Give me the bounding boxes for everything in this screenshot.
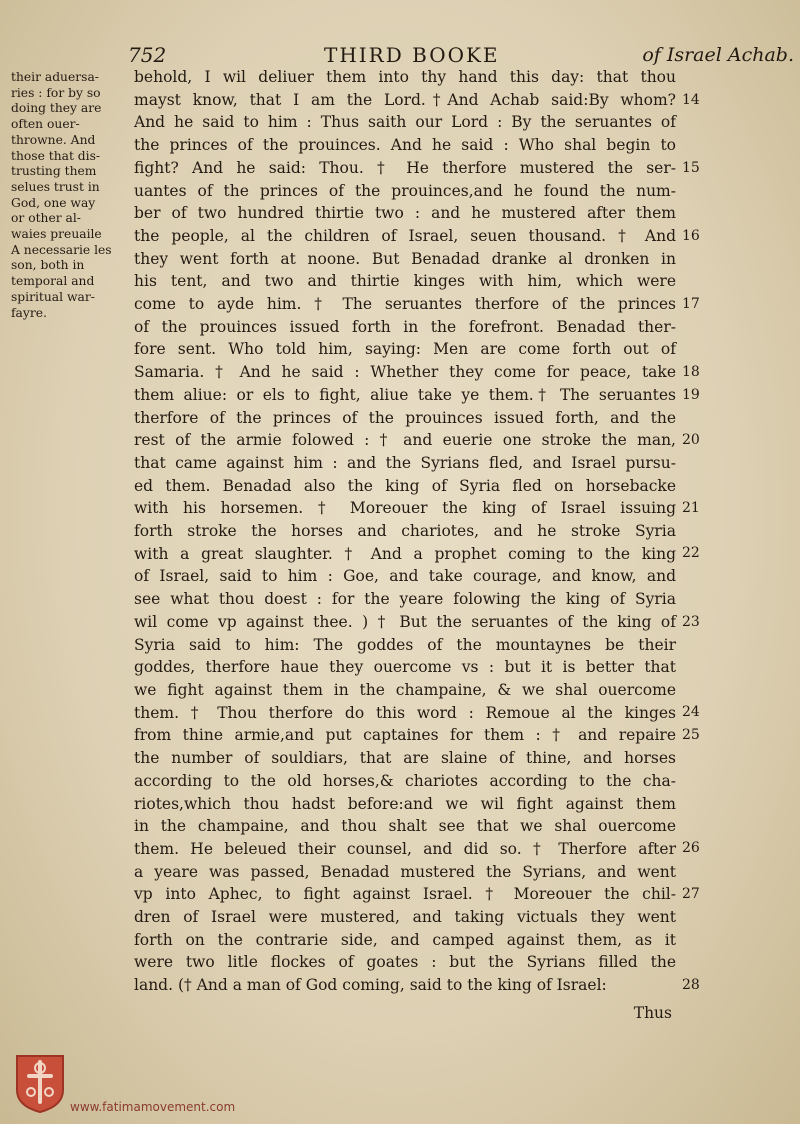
text-line: in the champaine, and thou shalt see that we shal ouercome	[134, 817, 676, 836]
text-line: dren of Israel were mustered, and taking victuals they went	[134, 908, 676, 927]
verse-number	[682, 202, 722, 225]
verse-number	[682, 270, 722, 293]
verse-number: 28	[682, 976, 700, 993]
verse-number: 19	[682, 386, 700, 403]
verse-number: 15	[682, 159, 700, 176]
verse-number: 18	[682, 363, 700, 380]
margin-note-line: trusting them	[11, 164, 97, 179]
verse-number	[682, 860, 722, 883]
text-line: vp into Aphec, to fight against Israel. † Moreouer the chil-	[134, 885, 676, 904]
text-line: his tent, and two and thirtie kinges with him, which were	[134, 272, 676, 291]
text-line: ber of two hundred thirtie two : and he mustered after them	[134, 204, 676, 223]
margin-note-line: doing they are	[11, 101, 102, 116]
margin-note-line: those that dis-	[11, 148, 101, 163]
verse-number	[682, 406, 722, 429]
verse-number	[682, 928, 722, 951]
verse-numbers	[682, 66, 722, 996]
verse-number: 22	[682, 545, 700, 562]
verse-number	[682, 248, 722, 271]
verse-number	[682, 66, 722, 89]
text-line: goddes, therfore haue they ouercome vs : but it is better that	[134, 658, 676, 677]
verse-number	[682, 111, 722, 134]
text-line: that came against him : and the Syrians fled, and Israel pursu-	[134, 453, 676, 472]
text-line: ed them. Benadad also the king of Syria fled on horsebacke	[134, 476, 676, 495]
text-line: with his horsemen. † Moreouer the king of Israel issuing	[134, 499, 676, 518]
verse-number	[682, 656, 722, 679]
book-title: THIRD BOOKE	[324, 43, 500, 67]
margin-note-line: waies preuaile	[11, 227, 102, 242]
margin-note-line: their aduersa-	[11, 70, 99, 84]
verse-number	[682, 452, 722, 475]
verse-number: 17	[682, 295, 700, 312]
text-line: the people, al the children of Israel, seuen thousand. † And	[134, 226, 676, 245]
verse-number	[682, 588, 722, 611]
verse-number: 16	[682, 227, 700, 244]
verse-number	[682, 338, 722, 361]
verse-number	[682, 316, 722, 339]
text-line: Samaria. † And he said : Whether they come for peace, take	[134, 363, 676, 382]
text-line: wil come vp against thee. ) † But the seruantes of the king of	[134, 612, 676, 631]
verse-number	[682, 769, 722, 792]
text-line: we fight against them in the champaine, & we shal ouercome	[134, 680, 676, 699]
text-line: Syria said to him: The goddes of the mountaynes be their	[134, 635, 676, 654]
verse-number	[682, 474, 722, 497]
verse-number	[682, 633, 722, 656]
verse-number	[682, 679, 722, 702]
margin-note-line: often ouer-	[11, 117, 80, 132]
verse-number: 20	[682, 432, 700, 448]
verse-number: 25	[682, 726, 700, 743]
text-line: mayst know, that I am the Lord.†And Achab said:By whom?	[134, 90, 676, 109]
text-line: rest of the armie folowed : † and euerie one stroke the man,	[134, 431, 676, 450]
text-line: forth stroke the horses and chariotes, and he stroke Syria	[134, 522, 676, 541]
text-line: behold, I wil deliuer them into thy hand this day: that thou	[134, 68, 676, 86]
margin-note-line: spiritual war-	[11, 289, 95, 304]
text-line: the number of souldiars, that are slaine of thine, and horses	[134, 749, 676, 768]
margin-note-line: God, one way	[11, 195, 96, 210]
text-line: them. † Thou therfore do this word : Remoue al the kinges	[134, 703, 676, 722]
margin-note-line: A necessarie les	[11, 242, 112, 257]
verse-number: 14	[682, 91, 700, 108]
text-line: them. He beleued their counsel, and did so. † Therfore after	[134, 839, 676, 858]
text-line: land. († And a man of God coming, said to the king of Israel:	[134, 976, 607, 995]
text-line: of the prouinces issued forth in the forefront. Benadad ther-	[134, 317, 676, 336]
margin-note-line: fayre.	[11, 305, 47, 320]
text-line: them aliue: or els to fight, aliue take ye them.† The seruantes	[134, 385, 676, 404]
catchword: Thus	[633, 1004, 672, 1022]
text-line: from thine armie,and put captaines for them : † and repaire	[134, 726, 676, 745]
text-line: fore sent. Who told him, saying: Men are come forth out of	[134, 340, 676, 359]
verse-number	[682, 520, 722, 543]
text-line: riotes,which thou hadst before:and we wil fight against them	[134, 794, 676, 813]
text-line: according to the old horses,& chariotes according to the cha-	[134, 771, 676, 790]
verse-number: 27	[682, 885, 700, 902]
scripture-text	[134, 66, 676, 997]
text-line: a yeare was passed, Benadad mustered the Syrians, and went	[134, 862, 676, 881]
text-line: fight? And he said: Thou. † He therfore mustered the ser-	[134, 158, 676, 177]
verse-number	[682, 905, 722, 928]
text-line: of Israel, said to him : Goe, and take courage, and know, and	[134, 567, 676, 586]
text-line: therfore of the princes of the prouinces issued forth, and the	[134, 408, 676, 427]
verse-number	[682, 792, 722, 815]
verse-number: 23	[682, 613, 700, 630]
verse-number: 24	[682, 704, 700, 721]
verse-number	[682, 179, 722, 202]
text-line: the princes of the prouinces. And he said : Who shal begin to	[134, 136, 676, 155]
text-line: come to ayde him. † The seruantes therfore of the princes	[134, 295, 676, 314]
verse-number	[682, 951, 722, 974]
text-line: And he said to him : Thus saith our Lord : By the seruantes of	[134, 113, 676, 132]
margin-note-line: selues trust in	[11, 179, 100, 194]
verse-number	[682, 815, 722, 838]
papal-seal-icon	[13, 1052, 67, 1114]
verse-number	[682, 747, 722, 770]
margin-note-line: son, both in	[11, 258, 85, 273]
text-line: forth on the contrarie side, and camped against them, as it	[134, 930, 676, 949]
page-number: 752	[128, 43, 167, 67]
verse-number	[682, 565, 722, 588]
verse-number: 26	[682, 840, 700, 857]
margin-note-line: ries : for by so	[11, 85, 101, 100]
verse-number	[682, 134, 722, 157]
running-head: of Israel Achab.	[642, 44, 794, 66]
margin-note	[11, 70, 121, 321]
text-line: they went forth at noone. But Benadad dranke al dronken in	[134, 249, 676, 268]
text-line: with a great slaughter. † And a prophet coming to the king	[134, 544, 676, 563]
footer-url[interactable]: www.fatimamovement.com	[70, 1100, 236, 1114]
verse-number: 21	[682, 500, 700, 517]
page-header	[128, 42, 794, 68]
margin-note-line: throwne. And	[11, 132, 96, 147]
margin-note-line: temporal and	[11, 274, 95, 289]
text-line: see what thou doest : for the yeare folowing the king of Syria	[134, 590, 676, 609]
text-line: were two litle flockes of goates : but the Syrians filled the	[134, 953, 676, 972]
margin-note-line: or other al-	[11, 211, 81, 226]
text-line: uantes of the princes of the prouinces,and he found the num-	[134, 181, 676, 200]
